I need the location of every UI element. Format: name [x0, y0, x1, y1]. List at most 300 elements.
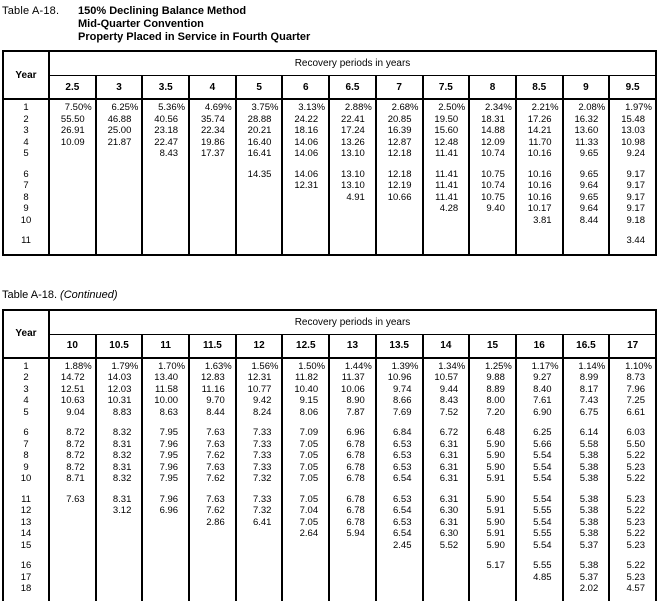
- table-row: [3, 473, 656, 485]
- table-row: [3, 517, 656, 529]
- gap-cell: [189, 226, 236, 235]
- table-row: [3, 572, 656, 584]
- value-cell: 8.43: [423, 395, 470, 407]
- period-header-cell: 2.5: [49, 76, 96, 100]
- value-cell: [469, 235, 516, 255]
- period-header-cell: 7.5: [423, 76, 470, 100]
- value-cell: [236, 215, 283, 227]
- gap-cell: [609, 160, 656, 169]
- value-cell: 7.09: [282, 427, 329, 439]
- value-cell: [49, 235, 96, 255]
- value-cell: 9.65: [563, 169, 610, 181]
- gap-cell: [142, 226, 189, 235]
- period-header-cell: 10.5: [96, 334, 143, 358]
- value-cell: [282, 192, 329, 204]
- value-cell: 22.34: [189, 125, 236, 137]
- value-cell: 13.10: [329, 148, 376, 160]
- value-cell: 9.44: [423, 384, 470, 396]
- value-cell: 8.31: [96, 494, 143, 506]
- value-cell: 12.31: [236, 372, 283, 384]
- value-cell: [96, 235, 143, 255]
- value-cell: 1.79%: [96, 358, 143, 373]
- value-cell: 18.31: [469, 114, 516, 126]
- value-cell: [189, 180, 236, 192]
- value-cell: [376, 560, 423, 572]
- gap-cell: [282, 418, 329, 427]
- header-row: [3, 51, 656, 76]
- value-cell: [282, 540, 329, 552]
- value-cell: 8.63: [142, 407, 189, 419]
- table-row: [3, 439, 656, 451]
- value-cell: 13.40: [142, 372, 189, 384]
- value-cell: 8.24: [236, 407, 283, 419]
- gap-cell: [282, 551, 329, 560]
- value-cell: 10.17: [516, 203, 563, 215]
- year-column-header: Year: [3, 51, 49, 99]
- year-cell: 3: [3, 125, 49, 137]
- value-cell: 6.61: [609, 407, 656, 419]
- value-cell: [142, 235, 189, 255]
- period-header-cell: 9.5: [609, 76, 656, 100]
- value-cell: 14.21: [516, 125, 563, 137]
- value-cell: 13.10: [329, 169, 376, 181]
- value-cell: 8.83: [96, 407, 143, 419]
- value-cell: 14.35: [236, 169, 283, 181]
- value-cell: [236, 235, 283, 255]
- gap-cell: [423, 551, 470, 560]
- value-cell: 6.84: [376, 427, 423, 439]
- gap-cell: [49, 485, 96, 494]
- value-cell: 12.18: [376, 148, 423, 160]
- year-cell: 2: [3, 114, 49, 126]
- group-gap-row: [3, 418, 656, 427]
- value-cell: 2.02: [563, 583, 610, 601]
- value-cell: 5.54: [516, 494, 563, 506]
- value-cell: 7.62: [189, 473, 236, 485]
- table-row: [3, 450, 656, 462]
- value-cell: 5.23: [609, 540, 656, 552]
- table-label: Table A-18.: [2, 5, 60, 17]
- value-cell: [49, 528, 96, 540]
- year-cell: 5: [3, 407, 49, 419]
- value-cell: 6.31: [423, 473, 470, 485]
- period-header-cell: 3: [96, 76, 143, 100]
- value-cell: [236, 528, 283, 540]
- period-header-cell: 11.5: [189, 334, 236, 358]
- value-cell: 12.19: [376, 180, 423, 192]
- value-cell: 13.26: [329, 137, 376, 149]
- table-row: [3, 583, 656, 601]
- value-cell: 7.52: [423, 407, 470, 419]
- value-cell: [142, 528, 189, 540]
- value-cell: [329, 215, 376, 227]
- value-cell: 6.31: [423, 439, 470, 451]
- value-cell: [49, 572, 96, 584]
- value-cell: 1.56%: [236, 358, 283, 373]
- value-cell: 10.96: [376, 372, 423, 384]
- value-cell: 6.14: [563, 427, 610, 439]
- gap-cell: [236, 485, 283, 494]
- gap-cell: [609, 551, 656, 560]
- value-cell: 11.82: [282, 372, 329, 384]
- value-cell: 10.98: [609, 137, 656, 149]
- value-cell: 5.22: [609, 473, 656, 485]
- group-gap-row: [3, 226, 656, 235]
- value-cell: 8.32: [96, 427, 143, 439]
- value-cell: 8.90: [329, 395, 376, 407]
- value-cell: 10.16: [516, 180, 563, 192]
- value-cell: 10.31: [96, 395, 143, 407]
- value-cell: 6.31: [423, 494, 470, 506]
- value-cell: 21.87: [96, 137, 143, 149]
- value-cell: 17.24: [329, 125, 376, 137]
- period-header-cell: 6: [282, 76, 329, 100]
- value-cell: 10.63: [49, 395, 96, 407]
- value-cell: 7.63: [189, 462, 236, 474]
- value-cell: 14.06: [282, 169, 329, 181]
- value-cell: 6.53: [376, 439, 423, 451]
- value-cell: 5.91: [469, 505, 516, 517]
- value-cell: 5.91: [469, 528, 516, 540]
- gap-cell: [376, 226, 423, 235]
- gap-cell: [236, 551, 283, 560]
- value-cell: 9.65: [563, 192, 610, 204]
- value-cell: [563, 235, 610, 255]
- period-header-cell: 13.5: [376, 334, 423, 358]
- year-cell: 11: [3, 235, 49, 255]
- year-cell: 4: [3, 137, 49, 149]
- value-cell: 5.90: [469, 439, 516, 451]
- value-cell: 10.74: [469, 148, 516, 160]
- table-row: [3, 169, 656, 181]
- value-cell: 5.38: [563, 473, 610, 485]
- gap-cell: [189, 485, 236, 494]
- gap-cell: [236, 418, 283, 427]
- value-cell: [49, 169, 96, 181]
- value-cell: 2.64: [282, 528, 329, 540]
- value-cell: 8.43: [142, 148, 189, 160]
- value-cell: 7.05: [282, 462, 329, 474]
- value-cell: 16.41: [236, 148, 283, 160]
- value-cell: 16.40: [236, 137, 283, 149]
- value-cell: [142, 169, 189, 181]
- value-cell: 4.28: [423, 203, 470, 215]
- value-cell: 6.41: [236, 517, 283, 529]
- value-cell: 5.52: [423, 540, 470, 552]
- value-cell: [189, 235, 236, 255]
- gap-cell: [423, 418, 470, 427]
- value-cell: [96, 528, 143, 540]
- value-cell: 13.10: [329, 180, 376, 192]
- value-cell: 7.05: [282, 494, 329, 506]
- gap-cell: [563, 418, 610, 427]
- value-cell: 6.90: [516, 407, 563, 419]
- value-cell: 7.50%: [49, 99, 96, 114]
- value-cell: 6.30: [423, 505, 470, 517]
- value-cell: 6.78: [329, 439, 376, 451]
- value-cell: 5.38: [563, 462, 610, 474]
- group-gap-row: [3, 485, 656, 494]
- value-cell: 7.05: [282, 439, 329, 451]
- value-cell: 8.72: [49, 462, 96, 474]
- gap-cell: [49, 226, 96, 235]
- value-cell: 6.54: [376, 505, 423, 517]
- value-cell: [329, 203, 376, 215]
- value-cell: 1.44%: [329, 358, 376, 373]
- value-cell: [142, 203, 189, 215]
- value-cell: 5.94: [329, 528, 376, 540]
- value-cell: 11.37: [329, 372, 376, 384]
- value-cell: 13.03: [609, 125, 656, 137]
- value-cell: [189, 215, 236, 227]
- value-cell: 7.63: [189, 494, 236, 506]
- value-cell: 20.85: [376, 114, 423, 126]
- table-title: [78, 5, 310, 44]
- value-cell: [49, 148, 96, 160]
- value-cell: 5.38: [563, 560, 610, 572]
- period-header-cell: 14: [423, 334, 470, 358]
- value-cell: [96, 560, 143, 572]
- value-cell: [189, 572, 236, 584]
- gap-cell: [609, 418, 656, 427]
- table-row: [3, 358, 656, 373]
- value-cell: 3.13%: [282, 99, 329, 114]
- value-cell: 5.90: [469, 462, 516, 474]
- value-cell: [142, 192, 189, 204]
- value-cell: 10.75: [469, 169, 516, 181]
- value-cell: 23.18: [142, 125, 189, 137]
- value-cell: 14.72: [49, 372, 96, 384]
- value-cell: 7.96: [142, 462, 189, 474]
- year-cell: 3: [3, 384, 49, 396]
- value-cell: 15.60: [423, 125, 470, 137]
- gap-cell: [96, 551, 143, 560]
- gap-cell: [516, 226, 563, 235]
- gap-cell: [423, 226, 470, 235]
- value-cell: [142, 583, 189, 601]
- value-cell: 2.68%: [376, 99, 423, 114]
- value-cell: 1.70%: [142, 358, 189, 373]
- year-cell: 16: [3, 560, 49, 572]
- value-cell: 2.21%: [516, 99, 563, 114]
- value-cell: 17.37: [189, 148, 236, 160]
- value-cell: 26.91: [49, 125, 96, 137]
- table-row: [3, 125, 656, 137]
- year-column-header: Year: [3, 310, 49, 358]
- value-cell: 7.20: [469, 407, 516, 419]
- period-header-cell: 10: [49, 334, 96, 358]
- recovery-periods-header: Recovery periods in years: [49, 310, 656, 335]
- value-cell: 5.54: [516, 462, 563, 474]
- value-cell: [376, 583, 423, 601]
- table-row: [3, 395, 656, 407]
- gap-cell: [189, 418, 236, 427]
- period-header-cell: 15: [469, 334, 516, 358]
- gap-cell: [96, 226, 143, 235]
- value-cell: 7.95: [142, 473, 189, 485]
- gap-cell: [96, 418, 143, 427]
- value-cell: [96, 180, 143, 192]
- period-header-cell: 11: [142, 334, 189, 358]
- value-cell: 7.32: [236, 505, 283, 517]
- gap-cell: [516, 551, 563, 560]
- value-cell: [236, 540, 283, 552]
- value-cell: 12.48: [423, 137, 470, 149]
- table-row: [3, 148, 656, 160]
- value-cell: [96, 148, 143, 160]
- value-cell: 1.39%: [376, 358, 423, 373]
- gap-cell: [469, 160, 516, 169]
- gap-cell: [236, 226, 283, 235]
- value-cell: 5.37: [563, 572, 610, 584]
- value-cell: 11.41: [423, 169, 470, 181]
- period-header-cell: 16: [516, 334, 563, 358]
- value-cell: 6.53: [376, 462, 423, 474]
- period-header-cell: 17: [609, 334, 656, 358]
- gap-cell: [142, 551, 189, 560]
- value-cell: 7.61: [516, 395, 563, 407]
- group-gap-row: [3, 551, 656, 560]
- value-cell: 8.73: [609, 372, 656, 384]
- gap-cell: [516, 485, 563, 494]
- period-header-row: [3, 76, 656, 100]
- value-cell: [49, 180, 96, 192]
- value-cell: 19.50: [423, 114, 470, 126]
- value-cell: [236, 203, 283, 215]
- value-cell: 5.22: [609, 450, 656, 462]
- value-cell: 1.97%: [609, 99, 656, 114]
- value-cell: 6.78: [329, 494, 376, 506]
- value-cell: [189, 583, 236, 601]
- value-cell: 7.05: [282, 473, 329, 485]
- value-cell: [189, 169, 236, 181]
- value-cell: 16.32: [563, 114, 610, 126]
- value-cell: 11.58: [142, 384, 189, 396]
- value-cell: 5.38: [563, 517, 610, 529]
- value-cell: [236, 192, 283, 204]
- value-cell: 5.54: [516, 450, 563, 462]
- group-gap-row: [3, 160, 656, 169]
- value-cell: 5.54: [516, 473, 563, 485]
- value-cell: [469, 572, 516, 584]
- value-cell: [49, 505, 96, 517]
- value-cell: [189, 528, 236, 540]
- value-cell: 10.00: [142, 395, 189, 407]
- value-cell: 3.75%: [236, 99, 283, 114]
- value-cell: [282, 215, 329, 227]
- value-cell: 1.50%: [282, 358, 329, 373]
- value-cell: 5.54: [516, 540, 563, 552]
- value-cell: [96, 203, 143, 215]
- value-cell: [49, 192, 96, 204]
- value-cell: [189, 540, 236, 552]
- year-cell: 9: [3, 462, 49, 474]
- value-cell: 1.17%: [516, 358, 563, 373]
- gap-cell: [469, 226, 516, 235]
- value-cell: [142, 560, 189, 572]
- value-cell: 17.26: [516, 114, 563, 126]
- value-cell: 5.22: [609, 560, 656, 572]
- table-row: [3, 384, 656, 396]
- value-cell: [376, 572, 423, 584]
- value-cell: [376, 215, 423, 227]
- value-cell: 1.34%: [423, 358, 470, 373]
- year-cell: 9: [3, 203, 49, 215]
- value-cell: [189, 203, 236, 215]
- value-cell: 5.91: [469, 473, 516, 485]
- value-cell: 11.16: [189, 384, 236, 396]
- table-row: [3, 540, 656, 552]
- year-cell: 13: [3, 517, 49, 529]
- year-cell: 1: [3, 358, 49, 373]
- gap-cell: [236, 160, 283, 169]
- gap-cell: [329, 226, 376, 235]
- table-a18-continued: [2, 309, 657, 601]
- table-row: [3, 137, 656, 149]
- year-cell: 7: [3, 439, 49, 451]
- value-cell: 46.88: [96, 114, 143, 126]
- value-cell: 6.78: [329, 450, 376, 462]
- value-cell: 7.43: [563, 395, 610, 407]
- table-label-continued: Table A-18.: [2, 288, 58, 301]
- value-cell: [516, 583, 563, 601]
- value-cell: [96, 192, 143, 204]
- value-cell: 6.54: [376, 528, 423, 540]
- value-cell: 9.40: [469, 203, 516, 215]
- value-cell: [96, 572, 143, 584]
- gap-cell: [282, 226, 329, 235]
- gap-cell: [609, 226, 656, 235]
- value-cell: 2.88%: [329, 99, 376, 114]
- period-header-cell: 13: [329, 334, 376, 358]
- value-cell: 10.40: [282, 384, 329, 396]
- value-cell: 4.57: [609, 583, 656, 601]
- value-cell: [96, 583, 143, 601]
- value-cell: 9.65: [563, 148, 610, 160]
- value-cell: 6.53: [376, 450, 423, 462]
- period-header-cell: 12: [236, 334, 283, 358]
- table-row: [3, 528, 656, 540]
- value-cell: 9.24: [609, 148, 656, 160]
- value-cell: 25.00: [96, 125, 143, 137]
- gap-cell: [96, 160, 143, 169]
- value-cell: 12.03: [96, 384, 143, 396]
- value-cell: 8.31: [96, 462, 143, 474]
- value-cell: 14.06: [282, 148, 329, 160]
- value-cell: 22.47: [142, 137, 189, 149]
- value-cell: 5.58: [563, 439, 610, 451]
- gap-cell: [469, 551, 516, 560]
- value-cell: [423, 235, 470, 255]
- value-cell: 6.30: [423, 528, 470, 540]
- value-cell: 5.17: [469, 560, 516, 572]
- value-cell: 8.71: [49, 473, 96, 485]
- table-a18-fourth-quarter: [2, 50, 657, 256]
- gap-cell: [3, 160, 49, 169]
- value-cell: 8.89: [469, 384, 516, 396]
- value-cell: 5.23: [609, 462, 656, 474]
- year-cell: 8: [3, 192, 49, 204]
- period-header-row: [3, 334, 656, 358]
- value-cell: 20.21: [236, 125, 283, 137]
- continued-label: (Continued): [60, 288, 118, 301]
- value-cell: 7.25: [609, 395, 656, 407]
- value-cell: 6.78: [329, 517, 376, 529]
- value-cell: 9.04: [49, 407, 96, 419]
- gap-cell: [376, 551, 423, 560]
- value-cell: 10.66: [376, 192, 423, 204]
- table-a18-caption: [2, 5, 657, 44]
